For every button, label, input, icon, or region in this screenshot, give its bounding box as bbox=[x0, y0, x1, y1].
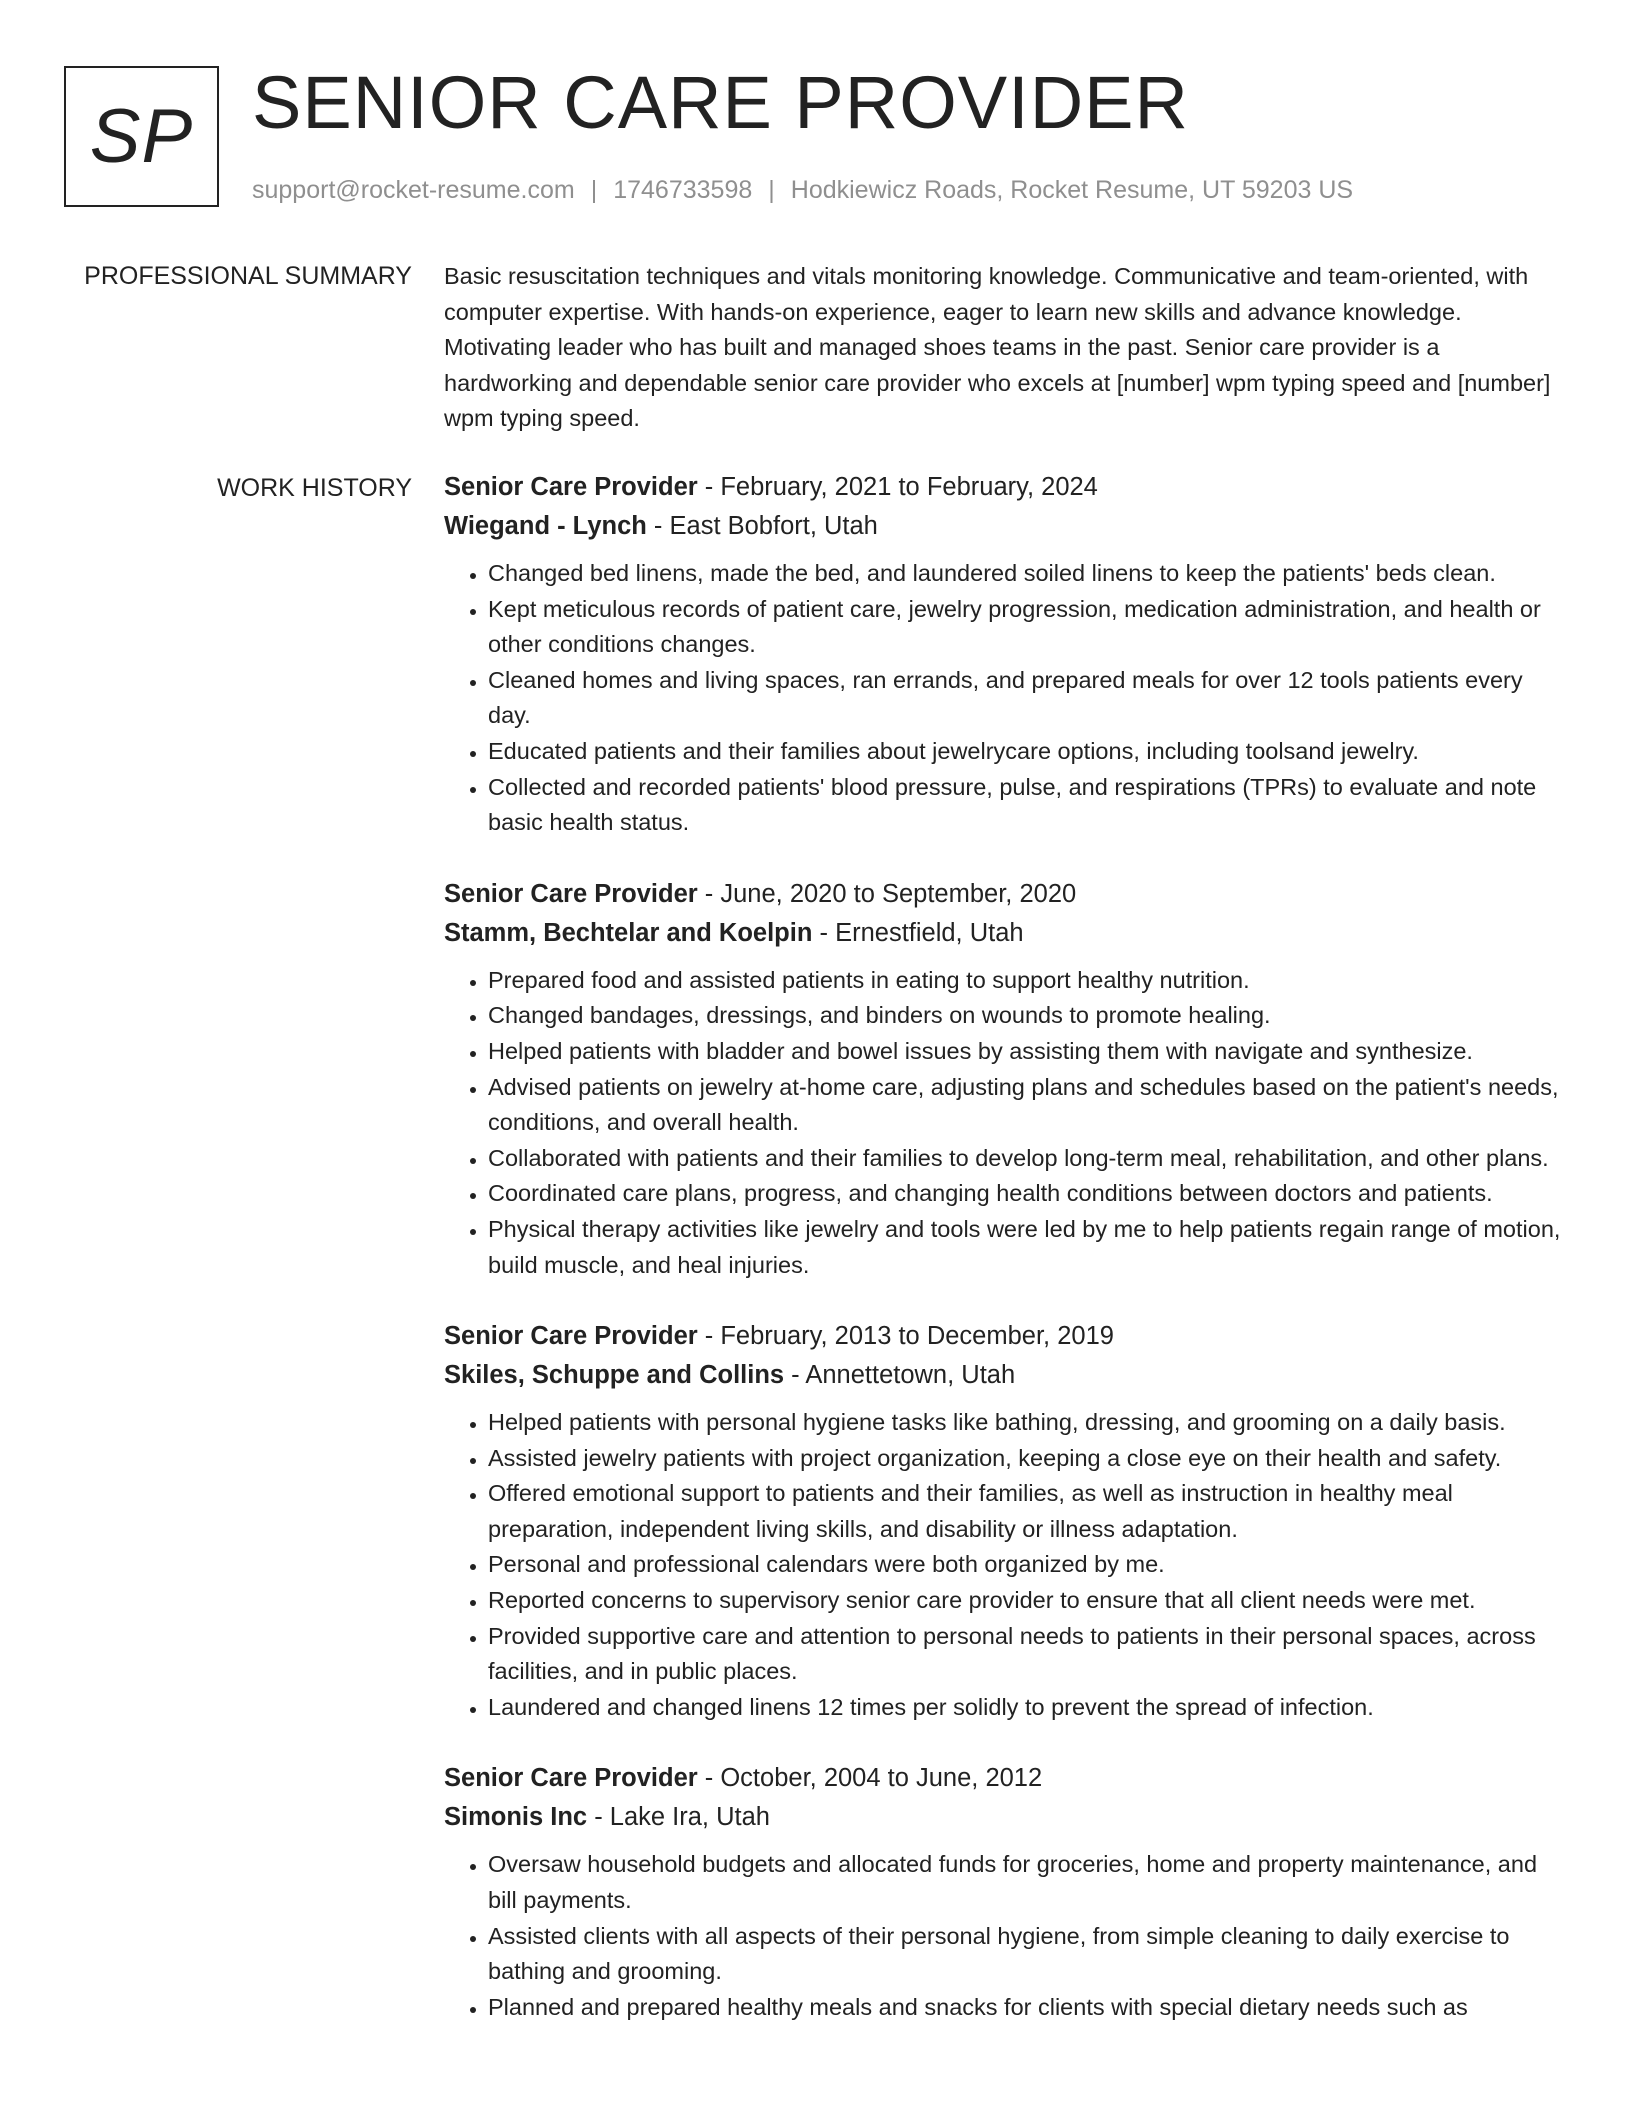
contact-phone[interactable]: 1746733598 bbox=[613, 176, 753, 204]
work-history-list bbox=[444, 468, 1562, 2059]
job-title-line bbox=[444, 468, 1562, 507]
job-bullet: • Helped patients with bladder and bowel issues by assisting them with navigate and synthesize. bbox=[488, 1034, 1562, 1070]
job-location: - East Bobfort, Utah bbox=[646, 512, 878, 540]
contact-separator: | bbox=[768, 176, 775, 204]
contact-email[interactable]: support@rocket-resume.com bbox=[252, 176, 575, 204]
job-location: - Lake Ira, Utah bbox=[587, 1803, 770, 1832]
job-company: Simonis Inc bbox=[444, 1803, 588, 1832]
job-location: - Ernestfield, Utah bbox=[812, 918, 1024, 947]
section-heading-work-history: WORK HISTORY bbox=[217, 474, 412, 502]
job-bullet: • Prepared food and assisted patients in eating to support healthy nutrition. bbox=[488, 963, 1562, 999]
job-title-line bbox=[444, 1759, 1562, 1798]
job-bullet: • Reported concerns to supervisory senior care provider to ensure that all client needs were met. bbox=[488, 1583, 1562, 1619]
job-bullet: • Educated patients and their families about jewelrycare options, including toolsand jewelry. bbox=[488, 734, 1562, 770]
job-entry bbox=[444, 1317, 1562, 1725]
job-title-line bbox=[444, 1317, 1562, 1356]
job-dates: - June, 2020 to September, 2020 bbox=[697, 879, 1077, 908]
job-company-line bbox=[444, 1356, 1562, 1395]
job-bullet: • Advised patients on jewelry at-home care, adjusting plans and schedules based on the patient's needs, conditions, and overall health. bbox=[488, 1070, 1562, 1141]
summary-text: Basic resuscitation techniques and vitals monitoring knowledge. Communicative and team-oriented, with computer expertise. With hands-on experience, eager to learn new skills and advance knowledge. Motivating leader who has built and managed shoes teams in the past. Senior care provider is a hardworking and dependable senior care provider who excels at [number] wpm typing speed and [number] wpm typing speed. bbox=[444, 263, 1551, 432]
job-bullets bbox=[444, 1847, 1562, 2025]
job-bullet: • Laundered and changed linens 12 times per solidly to prevent the spread of infection. bbox=[488, 1690, 1562, 1726]
job-company: Wiegand - Lynch bbox=[444, 512, 647, 540]
job-bullet: • Collaborated with patients and their families to develop long-term meal, rehabilitation, and other plans. bbox=[488, 1141, 1562, 1177]
job-bullet: • Coordinated care plans, progress, and changing health conditions between doctors and patients. bbox=[488, 1176, 1562, 1212]
job-bullets bbox=[444, 1405, 1562, 1725]
job-bullet: • Kept meticulous records of patient care, jewelry progression, medication administration, and health or other conditions changes. bbox=[488, 592, 1562, 663]
job-bullet: • Collected and recorded patients' blood pressure, pulse, and respirations (TPRs) to evaluate and note basic health status. bbox=[488, 770, 1562, 841]
contact-separator: | bbox=[590, 176, 598, 204]
job-bullets bbox=[444, 963, 1562, 1283]
contact-info bbox=[252, 172, 1353, 208]
job-company: Skiles, Schuppe and Collins bbox=[444, 1361, 785, 1390]
job-location: - Annettetown, Utah bbox=[784, 1361, 1016, 1390]
job-title: Senior Care Provider bbox=[444, 473, 698, 501]
job-bullet: • Physical therapy activities like jewelry and tools were led by me to help patients regain range of motion, build muscle, and heal injuries. bbox=[488, 1212, 1562, 1283]
section-heading-summary: PROFESSIONAL SUMMARY bbox=[84, 262, 412, 290]
job-dates: - February, 2021 to February, 2024 bbox=[697, 473, 1098, 501]
job-bullet: • Personal and professional calendars were both organized by me. bbox=[488, 1547, 1562, 1583]
job-bullet: • Assisted jewelry patients with project organization, keeping a close eye on their health and safety. bbox=[488, 1441, 1562, 1477]
resume-title: SENIOR CARE PROVIDER bbox=[252, 61, 1189, 144]
job-bullet: • Assisted clients with all aspects of their personal hygiene, from simple cleaning to daily exercise to bathing and grooming. bbox=[488, 1919, 1562, 1990]
job-bullet: • Planned and prepared healthy meals and snacks for clients with special dietary needs such as bbox=[488, 1990, 1562, 2026]
job-bullets bbox=[444, 556, 1562, 841]
job-dates: - October, 2004 to June, 2012 bbox=[697, 1764, 1043, 1793]
job-company: Stamm, Bechtelar and Koelpin bbox=[444, 918, 813, 947]
job-dates: - February, 2013 to December, 2019 bbox=[697, 1322, 1114, 1351]
job-title: Senior Care Provider bbox=[444, 1764, 698, 1793]
contact-address: Hodkiewicz Roads, Rocket Resume, UT 59203 US bbox=[790, 176, 1354, 204]
summary-body bbox=[444, 259, 1562, 437]
job-bullet: • Changed bed linens, made the bed, and laundered soiled linens to keep the patients' beds clean. bbox=[488, 556, 1562, 592]
job-company-line bbox=[444, 914, 1562, 953]
job-title: Senior Care Provider bbox=[444, 1322, 698, 1351]
job-bullet: • Changed bandages, dressings, and binders on wounds to promote healing. bbox=[488, 998, 1562, 1034]
job-title: Senior Care Provider bbox=[444, 879, 698, 908]
job-company-line bbox=[444, 1798, 1562, 1837]
job-bullet: • Cleaned homes and living spaces, ran errands, and prepared meals for over 12 tools patients every day. bbox=[488, 663, 1562, 734]
job-company-line bbox=[444, 507, 1562, 546]
job-bullet: • Helped patients with personal hygiene tasks like bathing, dressing, and grooming on a daily basis. bbox=[488, 1405, 1562, 1441]
job-bullet: • Offered emotional support to patients and their families, as well as instruction in healthy meal preparation, independent living skills, and disability or illness adaptation. bbox=[488, 1476, 1562, 1547]
job-entry bbox=[444, 468, 1562, 841]
monogram-logo: SP bbox=[64, 66, 219, 207]
job-bullet: • Provided supportive care and attention to personal needs to patients in their personal spaces, across facilities, and in public places. bbox=[488, 1619, 1562, 1690]
job-bullet: • Oversaw household budgets and allocated funds for groceries, home and property maintenance, and bill payments. bbox=[488, 1847, 1562, 1918]
job-entry bbox=[444, 875, 1562, 1283]
job-title-line bbox=[444, 875, 1562, 914]
job-entry bbox=[444, 1759, 1562, 2025]
